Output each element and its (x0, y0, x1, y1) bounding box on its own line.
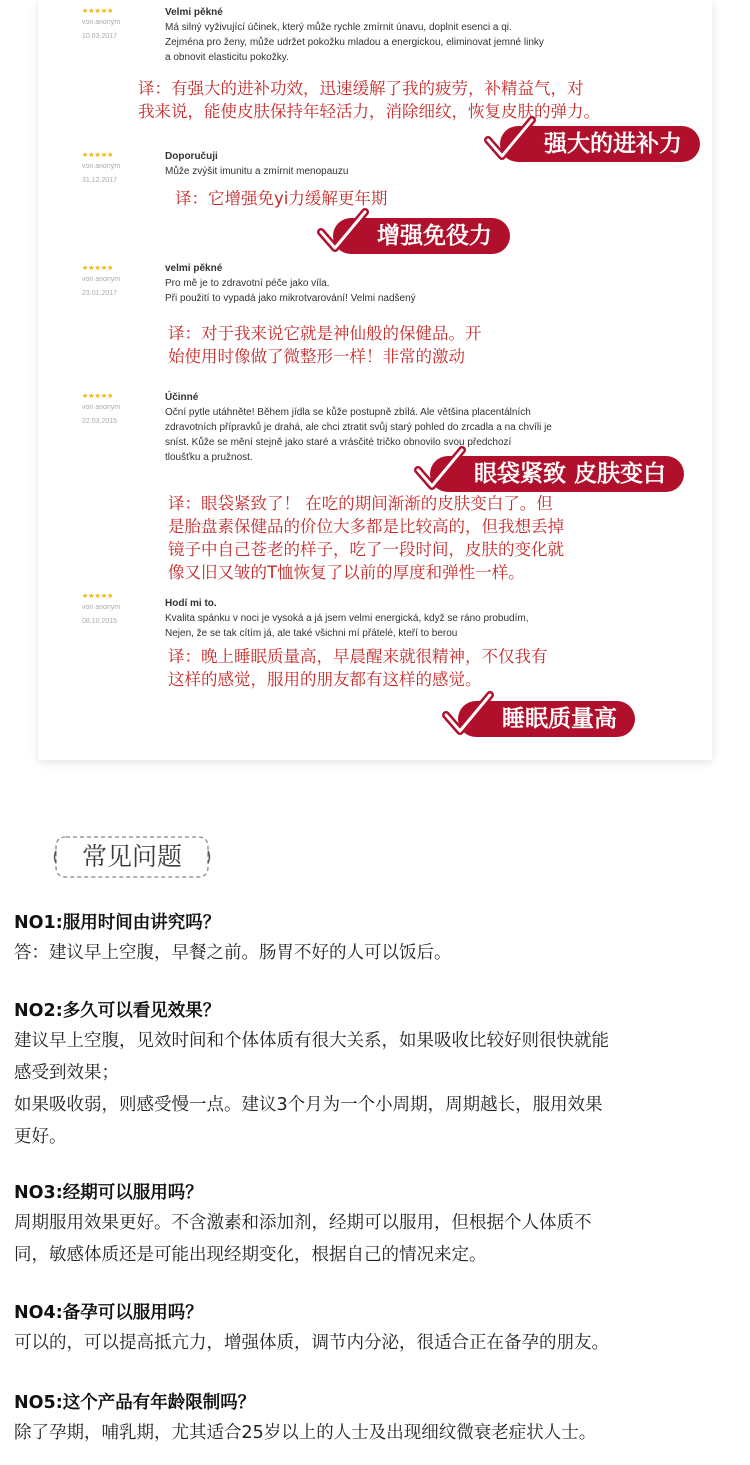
highlight-badge: 睡眠质量高 (458, 701, 635, 737)
faq-answer-line: 更好。 (14, 1127, 67, 1147)
faq-question: NO1:服用时间由讲究吗？ (14, 913, 221, 933)
review-body-line: Pro mě je to zdravotní péče jako víla. (165, 278, 330, 289)
faq-question: NO3:经期可以服用吗？ (14, 1183, 203, 1203)
review-title: Velmi pěkné (165, 7, 223, 18)
review-body-line: zdravotních přípravků je drahá, ale chci ztratit svůj starý pohled do zrcadla a na chvíli je (165, 422, 552, 433)
review-body-line: Zejména pro ženy, může udržet pokožku mladou a energickou, eliminovat jemné linky (165, 37, 544, 48)
star-rating: ★★★★★ (82, 393, 114, 400)
faq-answer-line: 答：建议早上空腹，早餐之前。肠胃不好的人可以饭后。 (14, 943, 452, 963)
review-title: Doporučuji (165, 151, 218, 162)
review-translation: 译：有强大的进补功效，迅速缓解了我的疲劳，补精益气，对 我来说，能使皮肤保持年轻活力，消除细纹，恢复皮肤的弹力。 (138, 79, 600, 121)
faq-answer-line: 除了孕期，哺乳期，尤其适合25岁以上的人士及出现细纹微衰老症状人士。 (14, 1423, 597, 1443)
review-body-line: Nejen, že se tak cítím já, ale také všichni mí přátelé, kteří to berou (165, 628, 458, 639)
faq-item (14, 1390, 736, 1449)
faq-item (14, 1300, 736, 1359)
review-title: velmi pěkné (165, 263, 223, 274)
review-title: Hodí mi to. (165, 598, 217, 609)
review-body-line: a obnovit elasticitu pokožky. (165, 52, 289, 63)
review-body-line: Kvalita spánku v noci je vysoká a já jsem velmi energická, když se ráno probudím, (165, 613, 529, 624)
faq-answer-line: 同，敏感体质还是可能出现经期变化，根据自己的情况来定。 (14, 1245, 487, 1265)
check-icon (412, 446, 466, 496)
check-icon (315, 208, 369, 258)
review-body-line: Má silný vyživující účinek, který může rychle zmírnit únavu, doplnit esenci a qi. (165, 22, 512, 33)
star-rating: ★★★★★ (82, 8, 114, 15)
faq-answer-line: 感受到效果； (14, 1063, 119, 1083)
faq-item (14, 910, 736, 969)
review-date: 22.03.2015 (82, 418, 118, 425)
review-date: 10.03.2017 (82, 33, 118, 40)
faq-item (14, 998, 736, 1153)
review-translation: 译：它增强免yi力缓解更年期 (175, 189, 388, 208)
highlight-badge: 眼袋紧致 皮肤变白 (430, 456, 684, 492)
star-rating: ★★★★★ (82, 152, 114, 159)
review-body-line: sníst. Kůže se mění stejně jako staré a vrásčité tričko obnovilo svou předchozí (165, 437, 512, 448)
highlight-badge: 强大的进补力 (500, 126, 700, 162)
review-translation: 译：眼袋紧致了！ 在吃的期间渐渐的皮肤变白了。但 是胎盘素保健品的价位大多都是比较高的，但我想丢掉 镜子中自己苍老的样子，吃了一段时间，皮肤的变化就 像又旧又皱的T恤恢复了以前的厚度和弹性一样。 (168, 494, 564, 582)
check-icon (440, 691, 494, 741)
faq-answer-line: 如果吸收弱，则感受慢一点。建议3个月为一个小周期，周期越长，服用效果 (14, 1095, 603, 1115)
star-rating: ★★★★★ (82, 593, 114, 600)
review-title: Účinné (165, 392, 199, 403)
review-author: von anonym (82, 604, 121, 611)
review-card (38, 0, 712, 760)
review-translation: 译：晚上睡眠质量高，早晨醒来就很精神，不仅我有 这样的感觉，服用的朋友都有这样的感觉。 (168, 647, 548, 689)
review-author: von anonym (82, 163, 121, 170)
faq-answer-line: 建议早上空腹，见效时间和个体体质有很大关系，如果吸收比较好则很快就能 (14, 1031, 609, 1051)
review-author: von anonym (82, 404, 121, 411)
faq-question: NO5:这个产品有年龄限制吗？ (14, 1393, 256, 1413)
review-body-line: tloušťku a pružnost. (165, 452, 253, 463)
faq-heading-text: 常见问题 (81, 842, 182, 871)
review-body-line: Může zvýšit imunitu a zmírnit menopauzu (165, 166, 349, 177)
review-body-line: Při použití to vypadá jako mikrotvarování! Velmi nadšený (165, 293, 416, 304)
review-date: 23.01.2017 (82, 290, 118, 297)
review-author: von anonym (82, 19, 121, 26)
faq-item (14, 1180, 736, 1271)
review-date: 31.12.2017 (82, 177, 118, 184)
faq-heading (52, 833, 212, 881)
review-author: von anonym (82, 276, 121, 283)
review-body-line: Oční pytle utáhněte! Během jídla se kůže postupně zbílá. Ale většina placentálních (165, 407, 531, 418)
highlight-badge: 增强免役力 (333, 218, 510, 254)
faq-answer-line: 周期服用效果更好。不含激素和添加剂，经期可以服用，但根据个人体质不 (14, 1213, 592, 1233)
faq-answer-line: 可以的，可以提高抵亢力，增强体质，调节内分泌，很适合正在备孕的朋友。 (14, 1333, 609, 1353)
faq-question: NO2:多久可以看见效果？ (14, 1001, 221, 1021)
review-translation: 译：对于我来说它就是神仙般的保健品。开 始使用时像做了微整形一样！非常的激动 (168, 324, 482, 366)
review-date: 08.10.2015 (82, 618, 118, 625)
star-rating: ★★★★★ (82, 265, 114, 272)
faq-question: NO4:备孕可以服用吗？ (14, 1303, 203, 1323)
